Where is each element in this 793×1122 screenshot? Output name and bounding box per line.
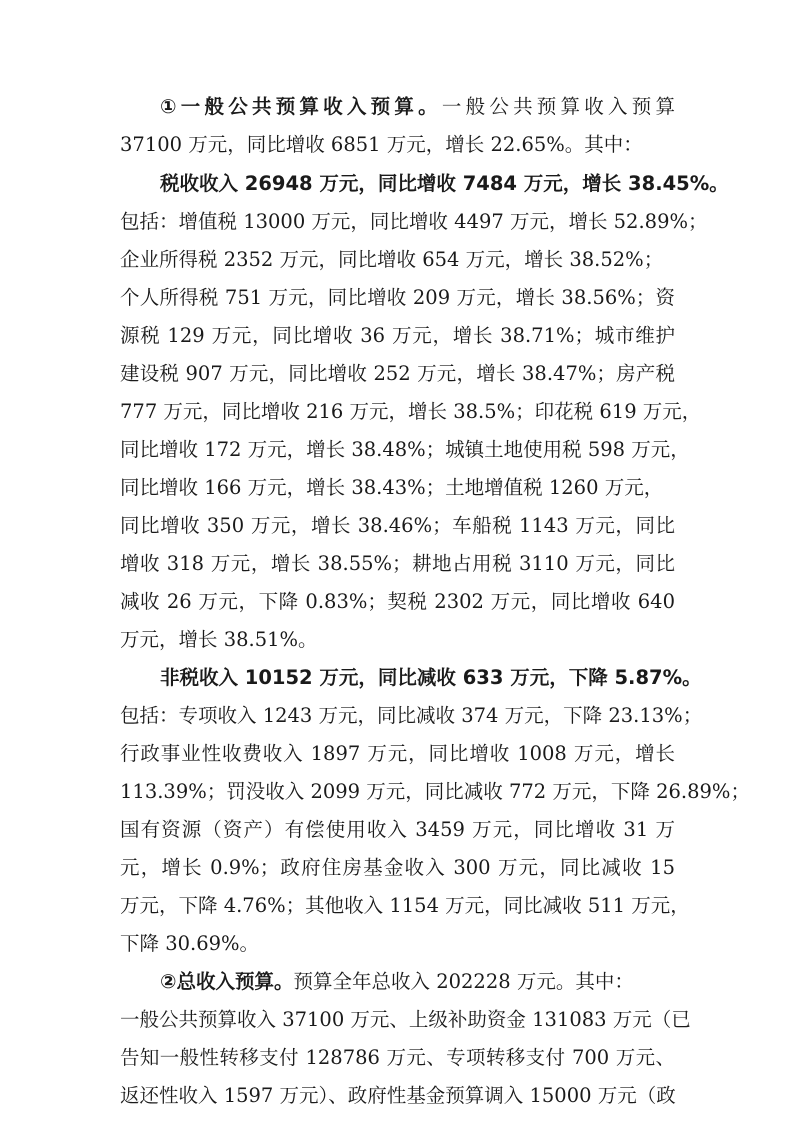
- paragraph-line: 建设税 907 万元，同比增收 252 万元，增长 38.47%；房产税: [120, 362, 675, 385]
- section-heading: ②总收入预算。: [160, 970, 294, 993]
- paragraph-line: 企业所得税 2352 万元，同比增收 654 万元，增长 38.52%；: [120, 248, 664, 271]
- paragraph-line: 37100 万元，同比增收 6851 万元，增长 22.65%。其中：: [120, 133, 643, 156]
- paragraph-line: 元，增长 0.9%；政府住房基金收入 300 万元，同比减收 15: [120, 856, 675, 879]
- section-heading: 非税收入 10152 万元，同比减收 633 万元，下降 5.87%。: [160, 666, 702, 689]
- section-heading: 税收收入 26948 万元，同比增收 7484 万元，增长 38.45%。: [160, 172, 729, 195]
- section-heading: ①一般公共预算收入预算。: [160, 95, 442, 118]
- paragraph-line: 同比增收 172 万元，增长 38.48%；城镇土地使用税 598 万元，: [120, 438, 690, 461]
- paragraph-line: 万元，下降 4.76%；其他收入 1154 万元，同比减收 511 万元，: [120, 894, 690, 917]
- paragraph-line: 一般公共预算收入 37100 万元、上级补助资金 131083 万元（已: [120, 1008, 691, 1031]
- paragraph-line: 减收 26 万元，下降 0.83%；契税 2302 万元，同比增收 640: [120, 590, 675, 613]
- paragraph-line: 行政事业性收费收入 1897 万元，同比增收 1008 万元，增长: [120, 742, 675, 765]
- paragraph-line: 返还性收入 1597 万元）、政府性基金预算调入 15000 万元（政: [120, 1084, 676, 1107]
- paragraph-line: 源税 129 万元，同比增收 36 万元，增长 38.71%；城市维护: [120, 324, 675, 347]
- paragraph-line: 777 万元，同比增收 216 万元，增长 38.5%；印花税 619 万元，: [120, 400, 702, 423]
- paragraph-line: [160, 92, 675, 122]
- paragraph-line: 同比增收 166 万元，增长 38.43%；土地增值税 1260 万元，: [120, 476, 664, 499]
- paragraph-line: 113.39%；罚没收入 2099 万元，同比减收 772 万元，下降 26.89%；: [120, 780, 750, 803]
- paragraph-line: [160, 169, 729, 199]
- paragraph-line: 包括：增值税 13000 万元，同比增收 4497 万元，增长 52.89%；: [120, 210, 708, 233]
- paragraph-line: 国有资源（资产）有偿使用收入 3459 万元，同比增收 31 万: [120, 818, 675, 841]
- paragraph-line: 包括：专项收入 1243 万元，同比减收 374 万元，下降 23.13%；: [120, 704, 703, 727]
- paragraph-line: 个人所得税 751 万元，同比增收 209 万元，增长 38.56%；资: [120, 286, 675, 309]
- paragraph-line: 下降 30.69%。: [120, 932, 260, 955]
- paragraph-line: 增收 318 万元，增长 38.55%；耕地占用税 3110 万元，同比: [120, 552, 675, 575]
- line-text: 一般公共预算收入预算: [441, 95, 675, 118]
- paragraph-line: 万元，增长 38.51%。: [120, 628, 318, 651]
- paragraph-line: [160, 967, 675, 997]
- paragraph-line: [160, 663, 702, 693]
- paragraph-line: 同比增收 350 万元，增长 38.46%；车船税 1143 万元，同比: [120, 514, 675, 537]
- paragraph-line: 告知一般性转移支付 128786 万元、专项转移支付 700 万元、: [120, 1046, 675, 1069]
- line-text: 预算全年总收入 202228 万元。其中：: [293, 970, 634, 993]
